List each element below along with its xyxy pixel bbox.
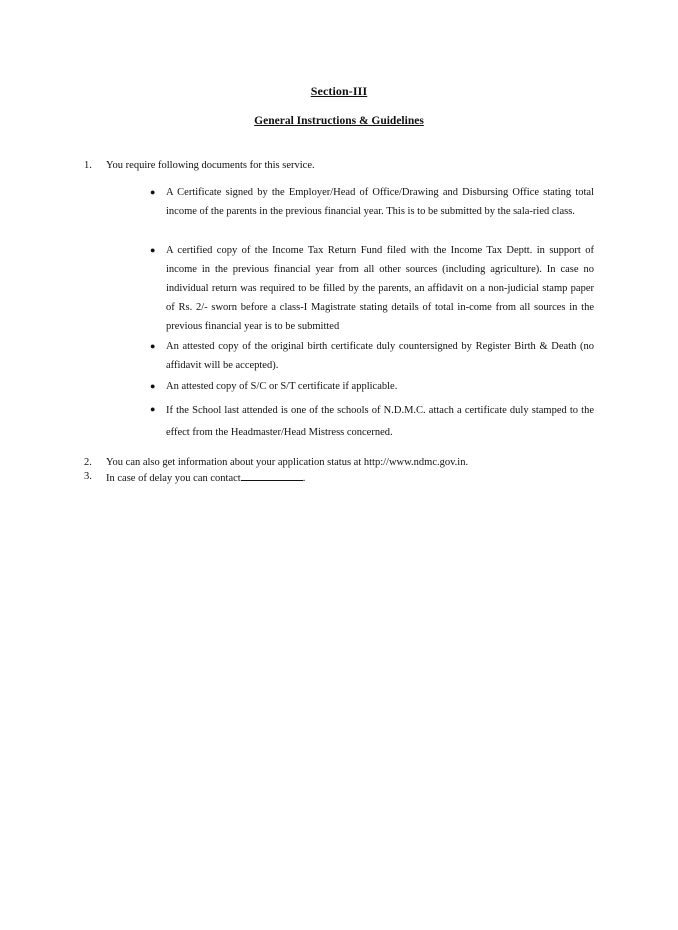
item-text	[106, 470, 604, 486]
bullet-item-birth-certificate	[150, 337, 594, 375]
contact-blank-line	[241, 470, 303, 481]
item-number: 3.	[84, 471, 92, 482]
bullet-item-employer-certificate	[150, 183, 594, 221]
bullet-text: An attested copy of S/C or S/T certificate if applicable.	[166, 381, 398, 392]
bullet-item-caste-certificate	[150, 377, 594, 396]
bullet-icon: ●	[150, 404, 156, 414]
bullet-text: A certified copy of the Income Tax Return Fund filed with the Income Tax Deptt. in support of income in the previous financial year from all other sources (including agriculture). In case no individual return was required to be filled by the parents, an affidavit on a non-judicial stamp paper of Rs. 2/- sworn before a class-I Magistrate stating details of total in-come from all sources in the previous financial year is to be submitted	[166, 245, 594, 332]
bullet-text: An attested copy of the original birth certificate duly countersigned by Register Birth & Death (no affidavit will be accepted).	[166, 341, 594, 371]
section-title: Section-III	[310, 84, 368, 98]
item-text: You can also get information about your application status at http://www.ndmc.gov.in.	[106, 457, 469, 468]
bullet-icon: ●	[150, 245, 156, 255]
contact-suffix: .	[302, 473, 306, 484]
bullet-icon: ●	[150, 187, 156, 197]
bullet-item-income-tax-return	[150, 241, 594, 336]
item-number: 2.	[84, 457, 92, 468]
contact-label: In case of delay you can contact	[106, 473, 241, 484]
bullet-text: If the School last attended is one of the schools of N.D.M.C. attach a certificate duly stamped to the effect from the Headmaster/Head Mistress concerned.	[166, 405, 594, 438]
item-text: You require following documents for this service.	[106, 160, 315, 171]
item-number: 1.	[84, 160, 92, 171]
bullet-icon: ●	[150, 381, 156, 391]
bullet-text: A Certificate signed by the Employer/Head of Office/Drawing and Disbursing Office stating total income of the parents in the previous financial year. This is to be submitted by the sala-ried class.	[166, 187, 594, 217]
bullet-icon: ●	[150, 341, 156, 351]
instructions-title: General Instructions & Guidelines	[254, 115, 424, 127]
bullet-item-school-certificate	[150, 400, 594, 444]
